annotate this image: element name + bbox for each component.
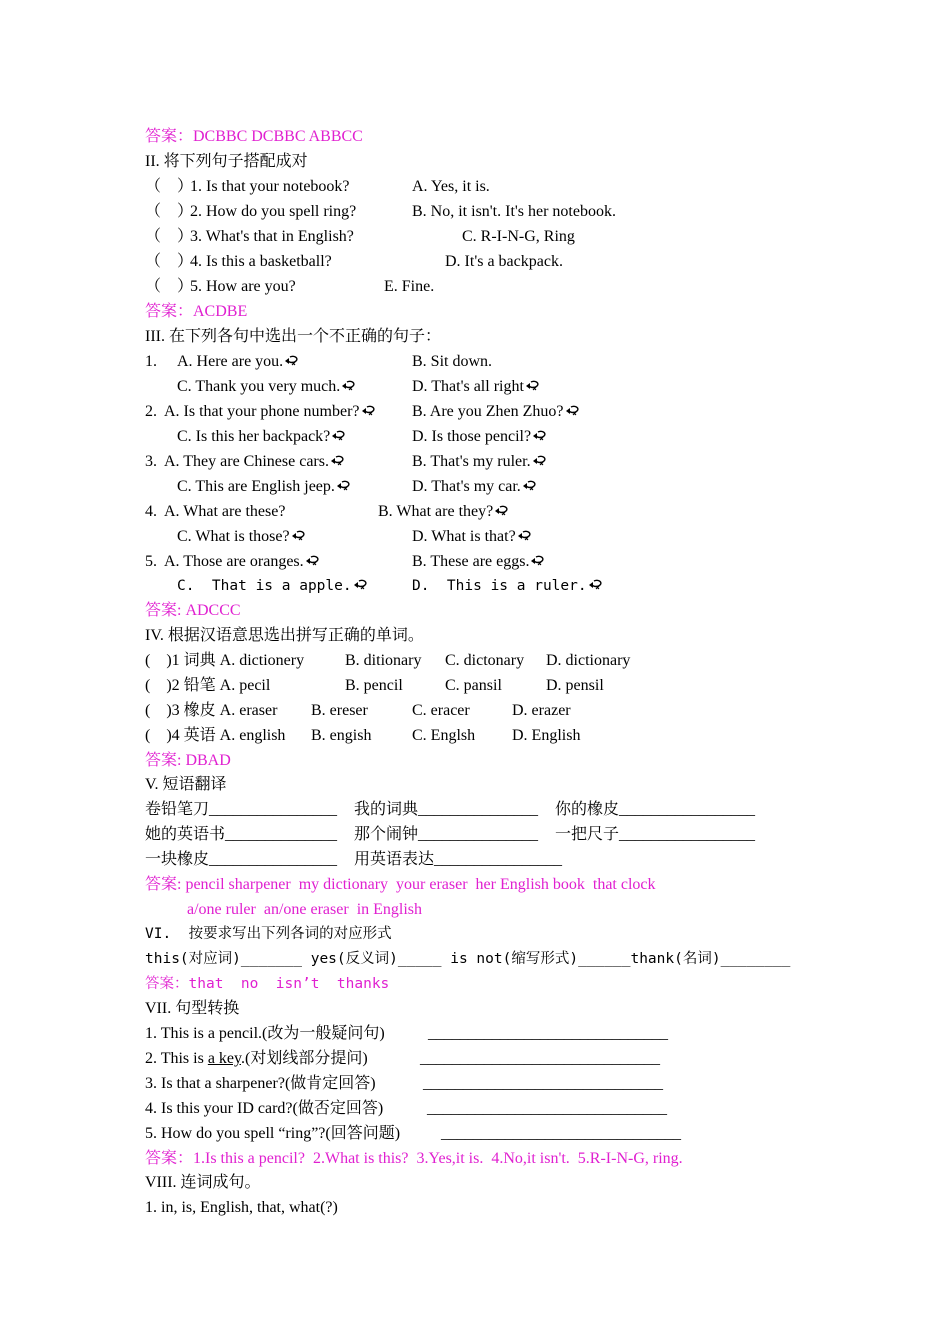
return-arrow-icon (330, 455, 346, 467)
section-8-title: VIII. 连词成句。 (145, 1174, 261, 1191)
answer-line-3: 答案: ADCCC (145, 602, 241, 619)
answer-blank[interactable]: ______________________________ (420, 1050, 660, 1067)
question-text: 1. Is that your notebook? (190, 178, 350, 195)
option-d: D. What is that? (412, 524, 533, 549)
return-arrow-icon (565, 405, 581, 417)
section-6-title: VI. 按要求写出下列各词的对应形式 (145, 926, 392, 942)
return-arrow-icon (353, 579, 369, 591)
answer-bracket: （ ） (145, 203, 194, 220)
match-row-4 (145, 249, 563, 274)
word-order-item-1: 1. in, is, English, that, what(?) (145, 1199, 338, 1216)
option-c: C. That is a apple. (177, 574, 369, 599)
section-4-title: IV. 根据汉语意思选出拼写正确的单词。 (145, 627, 424, 644)
option-a: A. Is that your phone number? (164, 399, 377, 424)
option-b: B. Sit down. (412, 353, 493, 370)
phrase-blank[interactable]: 一块橡皮________________ (145, 851, 338, 868)
section-2-title: II. 将下列句子搭配成对 (145, 153, 308, 170)
option-text: E. Fine. (384, 278, 435, 295)
option-b: B. That's my ruler. (412, 449, 548, 474)
option-text: A. Yes, it is. (412, 178, 490, 195)
choice-row (145, 574, 587, 599)
option-b: B. engish (311, 727, 372, 744)
match-row-5 (145, 274, 435, 299)
option-a: A. What are these? (164, 503, 286, 520)
choice-row (145, 399, 564, 424)
spelling-row-2 (145, 673, 604, 698)
return-arrow-icon (530, 555, 546, 567)
section-5-title: V. 短语翻译 (145, 776, 227, 793)
return-arrow-icon (305, 555, 321, 567)
phrase-blank[interactable]: 你的橡皮_________________ (555, 801, 756, 818)
return-arrow-icon (331, 430, 347, 442)
question-number: 3. (145, 453, 157, 470)
option-d: D. English (512, 727, 581, 744)
return-arrow-icon (588, 579, 604, 591)
phrase-row-3 (145, 847, 563, 872)
phrase-row-2 (145, 822, 756, 847)
option-b: B. ditionary (345, 652, 422, 669)
spelling-row-1 (145, 648, 631, 673)
phrase-row-1 (145, 797, 756, 822)
option-c: C. Englsh (412, 727, 476, 744)
answer-bracket: （ ） (145, 178, 194, 195)
phrase-blank[interactable]: 我的词典_______________ (354, 801, 539, 818)
option-d: D. Is those pencil? (412, 424, 548, 449)
transform-prompt: 5. How do you spell “ring”?(回答问题) (145, 1125, 401, 1142)
choice-row (145, 449, 531, 474)
return-arrow-icon (525, 380, 541, 392)
answer-bracket: （ ） (145, 278, 194, 295)
option-text: D. It's a backpack. (445, 253, 563, 270)
option-c: C. Thank you very much. (177, 374, 357, 399)
answer-blank[interactable]: ______________________________ (441, 1125, 681, 1142)
return-arrow-icon (284, 355, 300, 367)
answer-blank[interactable]: ______________________________ (427, 1100, 667, 1117)
option-b: B. What are they? (378, 499, 510, 524)
answer-line-2: 答案：ACDBE (145, 303, 248, 320)
option-c: C. eracer (412, 702, 470, 719)
transform-row-3 (145, 1071, 663, 1096)
choice-row (145, 349, 493, 374)
phrase-blank[interactable]: 那个闹钟_______________ (354, 826, 539, 843)
section-3-title: III. 在下列各句中选出一个不正确的句子： (145, 328, 441, 345)
question-text: 4. Is this a basketball? (190, 253, 332, 270)
option-b: B. pencil (345, 677, 403, 694)
transform-row-4 (145, 1096, 667, 1121)
option-d: D. This is a ruler. (412, 574, 604, 599)
spelling-lead: ( )3 橡皮 A. eraser (145, 702, 278, 719)
option-d: D. That's all right (412, 374, 541, 399)
transform-prompt: 3. Is that a sharpener?(做肯定回答) (145, 1075, 376, 1092)
option-c: C. Is this her backpack? (177, 424, 347, 449)
answer-line-5b: a/one ruler an/one eraser in English (187, 901, 423, 918)
phrase-blank[interactable]: 她的英语书______________ (145, 826, 338, 843)
question-number: 1. (145, 353, 157, 370)
choice-row (145, 499, 494, 524)
choice-row (145, 424, 532, 449)
transform-prompt: 1. This is a pencil.(改为一般疑问句) (145, 1025, 385, 1042)
option-text: C. R-I-N-G, Ring (462, 228, 575, 245)
transform-row-1 (145, 1021, 668, 1046)
match-row-3 (145, 224, 575, 249)
option-b: B. These are eggs. (412, 549, 546, 574)
choice-row (145, 374, 524, 399)
return-arrow-icon (361, 405, 377, 417)
return-arrow-icon (494, 505, 510, 517)
match-row-1 (145, 174, 490, 199)
transform-row-5 (145, 1121, 681, 1146)
spelling-row-3 (145, 698, 571, 723)
spelling-lead: ( )2 铅笔 A. pecil (145, 677, 271, 694)
option-a: A. They are Chinese cars. (164, 449, 346, 474)
option-c: C. This are English jeep. (177, 474, 352, 499)
question-number: 4. (145, 503, 157, 520)
option-d: D. dictionary (546, 652, 631, 669)
option-d: D. erazer (512, 702, 571, 719)
option-b: B. ereser (311, 702, 368, 719)
phrase-blank[interactable]: 一把尺子_________________ (555, 826, 756, 843)
question-number: 5. (145, 553, 157, 570)
option-a: A. Here are you. (177, 349, 300, 374)
answer-line-4: 答案: DBAD (145, 752, 231, 769)
option-a: A. Those are oranges. (164, 549, 321, 574)
option-c: C. What is those? (177, 524, 307, 549)
answer-line-5: 答案: pencil sharpener my dictionary your eraser her English book that clock (145, 876, 656, 893)
section-7-title: VII. 句型转换 (145, 1000, 240, 1017)
option-c: C. pansil (445, 677, 502, 694)
answer-line-6: 答案：that no isn’t thanks (145, 976, 390, 992)
option-b: B. Are you Zhen Zhuo? (412, 399, 581, 424)
answer-blank[interactable]: ______________________________ (423, 1075, 663, 1092)
spelling-lead: ( )4 英语 A. english (145, 727, 286, 744)
option-c: C. dictonary (445, 652, 525, 669)
question-number: 2. (145, 403, 157, 420)
answer-blank[interactable]: ______________________________ (428, 1025, 668, 1042)
transform-prompt: 2. This is a key.(对划线部分提问) (145, 1050, 368, 1067)
option-d: D. pensil (546, 677, 604, 694)
match-row-2 (145, 199, 616, 224)
return-arrow-icon (336, 480, 352, 492)
choice-row (145, 524, 516, 549)
return-arrow-icon (522, 480, 538, 492)
option-d: D. That's my car. (412, 474, 538, 499)
question-text: 2. How do you spell ring? (190, 203, 357, 220)
return-arrow-icon (291, 530, 307, 542)
question-text: 3. What's that in English? (190, 228, 354, 245)
transform-prompt: 4. Is this your ID card?(做否定回答) (145, 1100, 384, 1117)
answer-bracket: （ ） (145, 228, 194, 245)
choice-row (145, 549, 530, 574)
spelling-row-4 (145, 723, 581, 748)
underlined-phrase: a key (207, 1050, 241, 1067)
answer-line-7: 答案：1.Is this a pencil? 2.What is this? 3.Yes,it is. 4.No,it isn't. 5.R-I-N-G, ring. (145, 1150, 683, 1167)
return-arrow-icon (517, 530, 533, 542)
phrase-blank[interactable]: 卷铅笔刀________________ (145, 801, 338, 818)
option-text: B. No, it isn't. It's her notebook. (412, 203, 616, 220)
return-arrow-icon (532, 455, 548, 467)
question-text: 5. How are you? (190, 278, 296, 295)
answer-line-1: 答案：DCBBC DCBBC ABBCC (145, 128, 363, 145)
spelling-lead: ( )1 词典 A. dictionery (145, 652, 305, 669)
return-arrow-icon (532, 430, 548, 442)
phrase-blank[interactable]: 用英语表达________________ (354, 851, 563, 868)
word-form-line[interactable]: this(对应词)_______ yes(反义词)_____ is not(缩写形式)______thank(名词)________ (145, 951, 791, 967)
answer-bracket: （ ） (145, 253, 194, 270)
transform-row-2 (145, 1046, 660, 1071)
return-arrow-icon (341, 380, 357, 392)
choice-row (145, 474, 521, 499)
